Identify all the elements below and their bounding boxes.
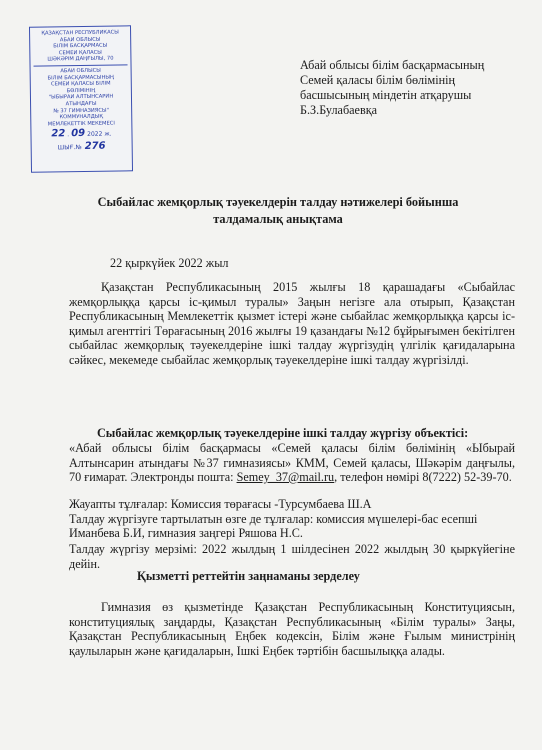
object-paragraph <box>69 441 515 485</box>
stamp-line: ШӘКӘРІМ ДАҢҒЫЛЫ, 70 <box>47 55 114 63</box>
involved-line-2: Иманбева Б.И, гимназия заңгері Ряшова Н.С. <box>69 526 303 540</box>
addressee-line: Семей қаласы білім бөлімінің <box>300 73 456 87</box>
stamp-line: АТЫНДАҒЫ <box>65 100 97 108</box>
involved-line-1: Талдау жүргізуге тартылатын өзге де тұлғалар: комиссия мүшелері-бас есепші <box>69 511 478 526</box>
stamp-line: БІЛІМ БАСҚАРМАСЫ <box>53 42 108 50</box>
stamp-line: СЕМЕЙ ҚАЛАСЫ <box>58 49 102 57</box>
stamp-line: "ЫБЫРАЙ АЛТЫНСАРИН <box>48 93 114 101</box>
title-line-1: Сыбайлас жемқорлық тәуекелдерін талдау нәтижелері бойынша <box>97 195 459 209</box>
addressee-line: Б.З.Булабаевқа <box>300 103 378 117</box>
stamp-date: 22 . 09 2022 ж. <box>51 128 112 140</box>
stamp-number-value: 276 <box>84 140 106 152</box>
legislation-text: Гимназия өз қызметінде Қазақстан Республикасының Конституциясын, конституциялық заңдарды, Қазақстан Республикасының «Білім туралы» Заңы, Қазақстан Республикасының Еңбек кодексін, Білім және Ғылым министрінің қаулыларын және қағидаларын, Ішкі Еңбек тәртібін басшылыққа алады. <box>69 600 515 658</box>
period-paragraph: Талдау жүргізу мерзімі: 2022 жылдың 1 шілдесінен 2022 жылдың 30 қыркүйегіне дейін. <box>69 542 515 571</box>
stamp-line: ҚАЗАҚСТАН РЕСПУБЛИКАСЫ <box>41 29 119 37</box>
responsible-block <box>69 497 515 541</box>
addressee-block <box>300 58 530 118</box>
stamp-date-day: 22 <box>51 128 66 140</box>
stamp-line: БӨЛІМІНІҢ <box>66 87 96 94</box>
stamp-line: СЕМЕЙ ҚАЛАСЫ БІЛІМ <box>50 80 111 88</box>
stamp-line: БІЛІМ БАСҚАРМАСЫНЫҢ <box>47 74 114 82</box>
document-date: 22 қыркүйек 2022 жыл <box>110 256 229 270</box>
stamp-number <box>35 140 129 152</box>
section-heading-object: Сыбайлас жемқорлық тәуекелдеріне ішкі талдау жүргізу объектісі: <box>97 426 469 440</box>
object-text-before: «Абай облысы білім басқармасы «Семей қаласы білім бөлімінің «Ыбырай Алтынсарин атындағы №37 гимназиясы» КММ, Семей қаласы, Шәкәрім даңғылы, 70 ғимарат. Электронды пошта: <box>69 441 515 484</box>
object-text-after: , телефон нөмірі 8(7222) 52-39-70. <box>334 470 512 484</box>
stamp-line: АБАЙ ОБЛЫСЫ <box>59 36 101 43</box>
document-title <box>40 194 516 228</box>
title-line-2: талдамалық анықтама <box>213 212 343 226</box>
intro-text: Қазақстан Республикасының 2015 жылғы 18 қарашадағы «Сыбайлас жемқорлыққа қарсы іс-қимыл туралы» Заңын негізге ала отырып, Қазақстан Республикасының Мемлекеттік қызмет істері және сыбайлас жемқорлыққа қарсы іс-қимыл агенттігі Төрағасының 2016 жылғы 19 қазандағы №12 бұйрығымен бекітілген сыбайлас жемқорлық тәуекелдеріне ішкі талдау жүргізудің үлгілік қағидаларына сәйкес, мекемеде сыбайлас жемқорлық тәуекелдеріне ішкі талдау жүргізілді. <box>69 280 515 367</box>
stamp-line: КОММУНАЛДЫҚ <box>59 113 104 121</box>
legislation-paragraph <box>69 600 515 658</box>
addressee-line: басшысының міндетін атқарушы <box>300 88 472 102</box>
stamp-line: № 37 ГИМНАЗИЯСЫ" <box>53 107 110 114</box>
section-heading-legislation: Қызметті реттейтін заңнаманы зерделеу <box>137 569 360 583</box>
addressee-line: Абай облысы білім басқармасының <box>300 58 485 72</box>
intro-paragraph <box>69 280 515 367</box>
registration-stamp <box>29 25 133 172</box>
stamp-date-year: 2022 ж. <box>87 130 112 139</box>
email-link[interactable]: Semey_37@mail.ru <box>236 470 335 484</box>
stamp-number-label: ШЫҒ.№ <box>57 143 82 152</box>
responsible-line: Жауапты тұлғалар: Комиссия төрағасы -Турсумбаева Ш.А <box>69 497 372 511</box>
stamp-date-month: 09 <box>71 128 86 140</box>
stamp-line: МЕМЛЕКЕТТІК МЕКЕМЕСІ <box>47 120 115 128</box>
stamp-line: АБАЙ ОБЛЫСЫ <box>60 67 101 75</box>
stamp-divider <box>34 64 128 66</box>
